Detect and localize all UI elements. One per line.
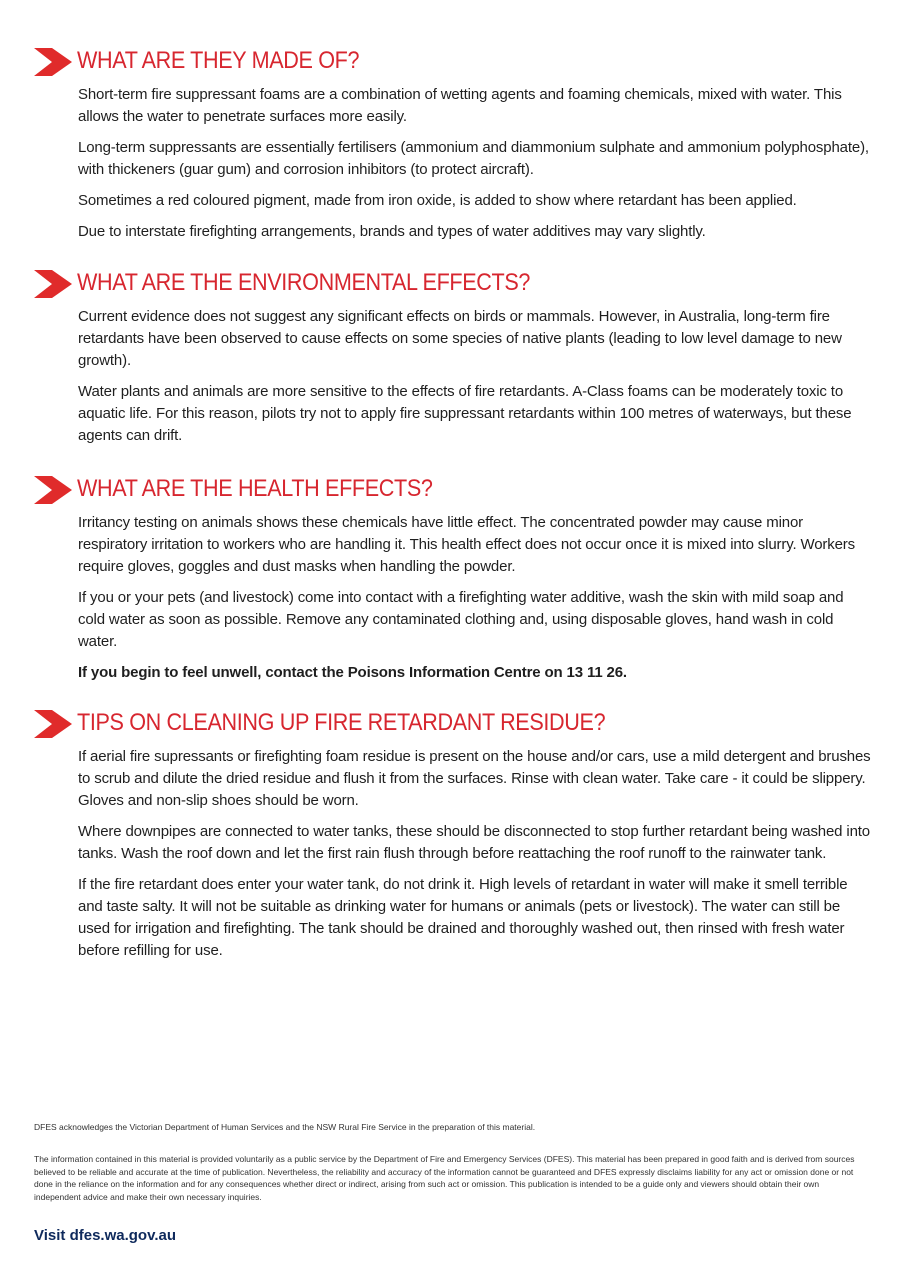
section-heading <box>34 706 874 740</box>
section-heading <box>34 472 874 506</box>
acknowledgement-text: DFES acknowledges the Victorian Department of Human Services and the NSW Rural Fire Service in the preparation of this material. <box>34 1122 536 1132</box>
section-cleaning-tips <box>34 706 874 962</box>
disclaimer-text: The information contained in this material is provided voluntarily as a public service by the Department of Fire and Emergency Services (DFES). This material has been prepared in good faith and is derived from sources believed to be reliable and accurate at the time of publication. Nevertheless, the reliability and accuracy of the information cannot be guaranteed and DFES expressly disclaims liability for any act or omission done or not done in the reliance on the information and for any consequences whether direct or indirect, arising from such act or omission. This publication is intended to be a guide only and viewers should obtain their own independent advice and make their own necessary inquiries. <box>34 1154 855 1202</box>
section-health-effects <box>34 472 874 684</box>
section-heading <box>34 44 874 78</box>
chevron-right-icon <box>34 476 74 504</box>
heading-text: WHAT ARE THEY MADE OF? <box>77 47 360 74</box>
paragraph: Short-term fire suppressant foams are a combination of wetting agents and foaming chemicals, mixed with water. This allows the water to penetrate surfaces more easily. <box>78 86 842 125</box>
section-heading <box>34 266 874 300</box>
section-environmental-effects <box>34 266 874 447</box>
paragraph: Current evidence does not suggest any significant effects on birds or mammals. However, in Australia, long-term fire retardants have been observed to cause effects on some species of native plants (leading to low level damage to new growth). <box>78 308 842 369</box>
paragraph: Sometimes a red coloured pigment, made from iron oxide, is added to show where retardant has been applied. <box>78 192 797 209</box>
heading-text: TIPS ON CLEANING UP FIRE RETARDANT RESIDUE? <box>77 709 606 736</box>
chevron-right-icon <box>34 710 74 738</box>
paragraph: If you or your pets (and livestock) come into contact with a firefighting water additive, wash the skin with mild soap and cold water as soon as possible. Remove any contaminated clothing and, using disposable gloves, hand wash in cold water. <box>78 589 844 650</box>
paragraph: If aerial fire supressants or firefighting foam residue is present on the house and/or cars, use a mild detergent and brushes to scrub and dilute the dried residue and flush it from the surfaces. Rinse with clean water. Take care - it could be slippery. Gloves and non-slip shoes should be worn. <box>78 748 871 809</box>
paragraph: Water plants and animals are more sensitive to the effects of fire retardants. A-Class foams can be moderately toxic to aquatic life. For this reason, pilots try not to apply fire suppressant retardants within 100 metres of waterways, but these agents can drift. <box>78 383 852 444</box>
visit-website-link[interactable]: Visit dfes.wa.gov.au <box>34 1227 176 1244</box>
paragraph: Where downpipes are connected to water tanks, these should be disconnected to stop further retardant being washed into tanks. Wash the roof down and let the first rain flush through before reattaching the roof runoff to the rainwater tank. <box>78 823 870 862</box>
paragraph: Due to interstate firefighting arrangements, brands and types of water additives may vary slightly. <box>78 223 706 240</box>
heading-text: WHAT ARE THE HEALTH EFFECTS? <box>77 475 433 502</box>
heading-text: WHAT ARE THE ENVIRONMENTAL EFFECTS? <box>77 269 531 296</box>
chevron-right-icon <box>34 48 74 76</box>
poisons-centre-notice: If you begin to feel unwell, contact the Poisons Information Centre on 13 11 26. <box>78 664 627 681</box>
paragraph: Irritancy testing on animals shows these chemicals have little effect. The concentrated powder may cause minor respiratory irritation to workers who are handling it. This health effect does not occur once it is mixed into slurry. Workers require gloves, goggles and dust masks when handling the powder. <box>78 514 856 575</box>
paragraph: If the fire retardant does enter your water tank, do not drink it. High levels of retardant in water will make it smell terrible and taste salty. It will not be suitable as drinking water for humans or animals (pets or livestock). The water can still be used for irrigation and firefighting. The tank should be drained and thoroughly washed out, then rinsed with fresh water before refilling for use. <box>78 876 848 959</box>
paragraph: Long-term suppressants are essentially fertilisers (ammonium and diammonium sulphate and ammonium polyphosphate), with thickeners (guar gum) and corrosion inhibitors (to protect aircraft). <box>78 139 869 178</box>
chevron-right-icon <box>34 270 74 298</box>
section-made-of <box>34 44 874 243</box>
